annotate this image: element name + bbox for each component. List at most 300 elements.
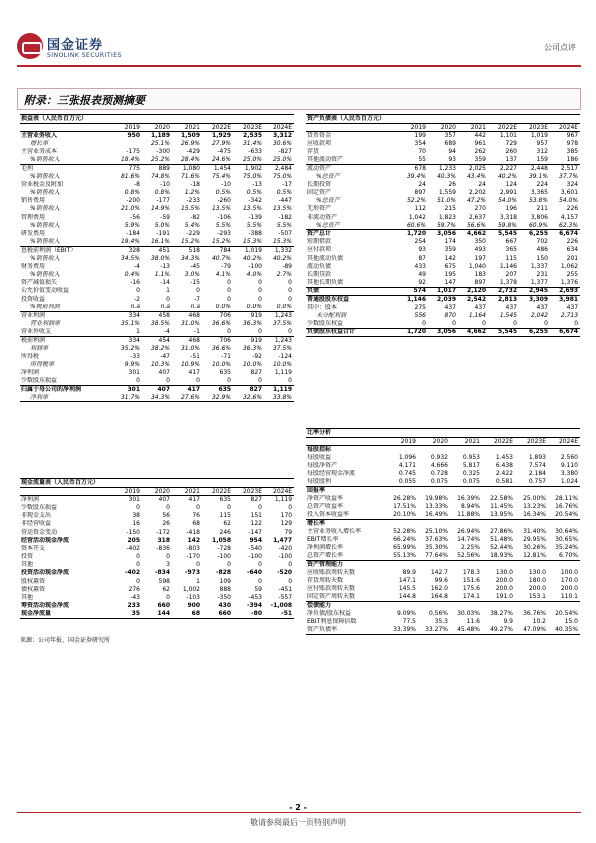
cell-value: 0: [288, 287, 292, 295]
cell-value: 52.28%: [393, 527, 416, 535]
cell-value: 170.0: [560, 576, 578, 584]
cell-value: 2,025: [458, 164, 488, 172]
cell-value: 34.5%: [120, 254, 140, 262]
cell-value: 38.2%: [150, 344, 170, 352]
cell-value: 2,042: [530, 311, 548, 319]
row-label: 其他长期负债: [307, 279, 344, 286]
row-label: %税前利润: [30, 303, 60, 311]
cell-value: 0: [227, 287, 231, 295]
ratios-row: [306, 593, 580, 601]
cell-value: 1,164: [468, 311, 486, 319]
cell-value: 2021: [450, 438, 482, 446]
cell-value: -177: [156, 197, 170, 205]
cell-value: -447: [278, 197, 292, 205]
cell-value: -803: [186, 544, 200, 552]
cell-value: 30.64%: [555, 527, 578, 535]
income-row: [20, 295, 294, 303]
income-row: [20, 271, 294, 279]
row-label: %销售收入: [30, 270, 60, 278]
row-label: 研发费用: [21, 230, 46, 238]
cell-value: 31.4%: [242, 139, 262, 147]
cell-value: -507: [278, 230, 292, 238]
cell-value: [450, 487, 482, 495]
cell-value: 129: [280, 520, 293, 528]
cell-value: 200.0: [528, 584, 546, 592]
cell-value: 556: [414, 311, 426, 319]
cell-value: 667: [505, 238, 517, 246]
cell-value: 1.1%: [154, 270, 170, 278]
cell-value: 255: [566, 270, 579, 278]
income-row: [20, 320, 294, 328]
cell-value: 196: [505, 205, 517, 213]
cell-value: -540: [248, 544, 262, 552]
cell-value: -7: [194, 295, 200, 303]
cell-value: 0: [227, 279, 231, 287]
income-row: [20, 312, 294, 320]
cashflow-row: [20, 610, 294, 618]
row-label: 回报率: [306, 487, 386, 495]
cashflow-row: [20, 553, 294, 561]
balance-row: [306, 197, 580, 205]
cell-value: 2,227: [488, 164, 519, 172]
cell-value: 4,157: [560, 213, 579, 221]
cell-value: 13.5%: [272, 205, 292, 213]
cell-value: 437: [444, 303, 456, 311]
row-label: 每股股利: [307, 478, 332, 486]
cell-value: 5.5%: [215, 221, 231, 229]
cell-value: 10.0%: [272, 361, 292, 369]
cash-flow-table: [20, 478, 294, 619]
cell-value: 21.0%: [120, 205, 140, 213]
cell-value: 4.171: [398, 462, 416, 470]
cell-value: 207: [505, 270, 517, 278]
income-row: [20, 394, 294, 402]
ratios-row: [306, 519, 580, 527]
cell-value: 224: [536, 180, 548, 188]
cell-value: 2,202: [468, 189, 486, 197]
cell-value: 12.81%: [523, 552, 546, 559]
row-label: 经营活动现金净流: [21, 536, 70, 544]
cell-value: 175.6: [462, 584, 480, 592]
cell-value: 17.51%: [393, 503, 416, 511]
cell-value: 31.7%: [112, 394, 142, 402]
row-label: 存货周转天数: [307, 576, 344, 584]
row-label: 短期借款: [307, 238, 332, 246]
income-row: [20, 205, 294, 213]
cell-value: -47: [160, 352, 170, 360]
cell-value: 205: [127, 536, 140, 544]
income-row: [20, 148, 294, 156]
cell-value: 1,902: [233, 164, 264, 172]
cell-value: 1,243: [264, 336, 294, 344]
cell-value: 2019: [386, 438, 418, 446]
cell-value: -139: [248, 213, 262, 221]
cell-value: 28.11%: [555, 494, 578, 502]
cell-value: 350: [474, 238, 486, 246]
cell-value: -388: [248, 230, 262, 238]
row-label: 主营业务收入增长率: [307, 527, 362, 535]
cell-value: 6,255: [519, 328, 550, 336]
cell-value: 493: [474, 246, 486, 254]
cell-value: 201: [566, 254, 579, 262]
cell-value: [482, 560, 515, 568]
row-label: 少数股东权益: [307, 320, 344, 327]
cell-value: 334: [112, 312, 142, 320]
row-label: 管理费用: [21, 213, 46, 221]
cell-value: [450, 601, 482, 609]
cell-value: 151: [250, 512, 262, 520]
cell-value: 62: [162, 585, 170, 593]
cell-value: 0.055: [398, 478, 416, 486]
cell-value: 0: [227, 377, 231, 385]
row-label: 货币资金: [307, 132, 332, 140]
cell-value: 1,002: [182, 585, 200, 593]
cell-value: [418, 519, 450, 527]
cell-value: 635: [202, 386, 233, 394]
cell-value: 5.5%: [246, 221, 262, 229]
cell-value: 40.7%: [211, 254, 231, 262]
cell-value: -51: [190, 352, 200, 360]
balance-sheet-table: [306, 114, 580, 337]
cell-value: 1,376: [560, 279, 579, 286]
cell-value: -260: [217, 197, 231, 205]
cell-value: 25.0%: [272, 156, 292, 164]
cell-value: 0.728: [430, 470, 448, 478]
balance-row: [306, 181, 580, 189]
cell-value: 1: [166, 287, 170, 295]
cell-value: 200.0: [560, 584, 578, 592]
cell-value: 56.6%: [466, 221, 486, 229]
row-label: 营业利润率: [30, 320, 61, 328]
ratios-row: [306, 454, 580, 462]
row-label: 股权募资: [21, 577, 46, 585]
cell-value: -451: [278, 585, 293, 593]
cell-value: -191: [156, 230, 170, 238]
cell-value: -520: [277, 569, 293, 577]
cell-value: 1,019: [530, 132, 548, 140]
cell-value: 174.1: [462, 593, 480, 600]
cell-value: -402: [126, 544, 140, 552]
income-row: [20, 345, 294, 353]
income-statement-table: [20, 114, 294, 402]
cell-value: -13: [160, 262, 170, 270]
cell-value: -51: [264, 610, 294, 618]
balance-row: [306, 295, 580, 303]
disclaimer-link[interactable]: 敬请参阅最后一页特别声明: [250, 818, 346, 827]
income-row: [20, 197, 294, 205]
cell-value: 16.1%: [150, 238, 170, 245]
cell-value: 15.2%: [211, 238, 231, 245]
cell-value: 0: [227, 561, 231, 569]
cell-value: 0: [227, 328, 231, 336]
cell-value: 38: [132, 512, 140, 520]
cell-value: 43.4%: [466, 172, 486, 180]
cell-value: -82: [190, 213, 200, 221]
cell-value: 38.27%: [490, 609, 513, 617]
cell-value: [450, 560, 482, 568]
cell-value: 324: [566, 180, 579, 188]
cell-value: 2.25%: [460, 544, 480, 552]
cell-value: 2021: [172, 488, 202, 496]
cell-value: 1.2%: [184, 189, 200, 197]
row-label: 非流动资产: [307, 213, 338, 221]
cell-value: [515, 519, 548, 527]
cell-value: 0: [136, 287, 140, 295]
cell-value: [386, 601, 418, 609]
cell-value: 25.1%: [150, 139, 170, 147]
row-label: 总资产收益率: [307, 503, 344, 511]
cell-value: 598: [158, 577, 170, 585]
cell-value: 706: [202, 336, 233, 344]
balance-row: [306, 173, 580, 181]
cell-value: 16.49%: [425, 511, 448, 519]
cell-value: 301: [128, 369, 140, 377]
cell-value: 35.3: [434, 617, 448, 625]
cell-value: 888: [219, 585, 231, 593]
cell-value: 37.5%: [272, 344, 292, 352]
cell-value: 40.35%: [548, 626, 580, 634]
cell-value: 51.0%: [436, 197, 456, 205]
cell-value: [386, 519, 418, 527]
cell-value: 0: [136, 503, 140, 511]
cell-value: 1,019: [233, 246, 264, 254]
cell-value: 4.666: [430, 462, 448, 470]
row-label: 净利润增长率: [307, 544, 344, 552]
cell-value: -15: [190, 279, 200, 287]
cell-value: [450, 519, 482, 527]
income-row: [20, 164, 294, 172]
cell-value: -45: [190, 262, 200, 270]
row-label: 息税前利润（EBIT）: [20, 246, 112, 254]
cell-value: -56: [130, 213, 140, 221]
row-label: 少数股东损益: [21, 377, 58, 385]
cell-value: 45.48%: [450, 626, 482, 634]
ratios-row: [306, 528, 580, 536]
cell-value: -4: [134, 262, 140, 270]
cell-value: 919: [233, 312, 264, 320]
cell-value: 660: [157, 602, 170, 610]
cell-value: 1,101: [499, 132, 517, 140]
ratios-row: [306, 446, 580, 454]
row-label: 资产负债率: [306, 626, 386, 634]
cell-value: 430: [218, 602, 231, 610]
cell-value: 2.422: [495, 470, 513, 478]
cell-value: 5.4%: [184, 221, 200, 229]
cell-value: 33.39%: [386, 626, 418, 634]
cell-value: 93: [448, 156, 456, 164]
cell-value: 5.9%: [124, 221, 140, 229]
cell-value: 897: [414, 189, 426, 197]
report-type: 公司点评: [544, 43, 576, 52]
cell-value: n.a: [190, 303, 200, 311]
cell-value: -100: [278, 553, 293, 561]
cell-value: 3.0%: [184, 270, 200, 278]
cell-value: -13: [252, 180, 262, 188]
cell-value: [515, 601, 548, 609]
header-divider: [17, 65, 581, 67]
cell-value: 407: [158, 369, 170, 377]
cell-value: 35.30%: [425, 544, 448, 552]
ratios-row: [306, 569, 580, 577]
cell-value: 26.9%: [180, 139, 200, 147]
cell-value: -350: [217, 594, 231, 602]
cell-value: 0: [136, 553, 140, 561]
cell-value: [450, 446, 482, 454]
balance-row: [306, 312, 580, 320]
cell-value: 37.63%: [425, 535, 448, 543]
cell-value: 1,146: [499, 262, 517, 270]
cell-value: 37.5%: [272, 320, 292, 328]
row-label: 非现金支出: [21, 512, 52, 520]
cell-value: 0: [136, 377, 140, 385]
row-label: 应付账款周转天数: [307, 584, 356, 592]
cell-value: 59.8%: [497, 221, 517, 229]
cashflow-row: [20, 578, 294, 586]
cell-value: 706: [202, 312, 233, 320]
cell-value: [515, 446, 548, 454]
cell-value: 3,981: [550, 295, 580, 303]
cell-value: 1,823: [438, 213, 456, 221]
cell-value: 1,119: [274, 369, 292, 377]
cell-value: 0.0%: [276, 303, 292, 311]
cell-value: 2,542: [458, 295, 488, 303]
cell-value: 109: [219, 577, 231, 585]
cell-value: 318: [157, 536, 170, 544]
cell-value: -200: [126, 197, 140, 205]
row-label: 投资活动现金净流: [21, 569, 70, 577]
cell-value: 54.0%: [497, 197, 517, 205]
cashflow-row: [20, 520, 294, 528]
cell-value: 13.95%: [490, 511, 513, 519]
cell-value: 16.39%: [457, 494, 480, 502]
balance-row: [306, 148, 580, 156]
cell-value: 31.40%: [523, 527, 546, 535]
row-label: 其他流动负债: [307, 254, 344, 262]
row-label: EBIT利息保障倍数: [307, 617, 357, 625]
cell-value: 2019: [112, 488, 142, 496]
cell-value: 124: [505, 180, 517, 188]
cell-value: 0.5%: [215, 189, 231, 197]
cell-value: 94: [448, 148, 456, 156]
balance-row: [306, 320, 580, 328]
cell-value: 81.6%: [120, 172, 140, 180]
cell-value: 30.26%: [523, 544, 546, 552]
cell-value: -103: [186, 594, 200, 602]
cell-value: 34.3%: [180, 254, 200, 262]
cell-value: 2,713: [560, 311, 579, 319]
cell-value: n.a: [160, 303, 170, 311]
row-label: 应收款项: [307, 139, 332, 147]
cell-value: 0.953: [462, 453, 480, 461]
ratios-row: [306, 609, 580, 617]
cell-value: 900: [187, 602, 200, 610]
row-label: 应收账款周转天数: [307, 568, 356, 576]
cell-value: 260: [505, 148, 517, 156]
cell-value: 2,693: [550, 287, 580, 295]
cell-value: 15.3%: [272, 238, 292, 245]
cell-value: 1: [136, 328, 140, 336]
cell-value: 231: [536, 270, 548, 278]
cell-value: 15.2%: [180, 238, 200, 245]
cell-value: 0.075: [462, 478, 480, 486]
row-label: 净利率: [20, 394, 112, 402]
cell-value: 1,477: [273, 536, 293, 544]
cell-value: 0.4%: [124, 270, 140, 278]
cell-value: [548, 601, 580, 609]
cell-value: 1,545: [499, 311, 517, 319]
balance-row: [306, 263, 580, 271]
cell-value: 13.33%: [425, 503, 448, 511]
cell-value: 2.7%: [276, 270, 292, 278]
cell-value: 0: [136, 561, 140, 569]
cell-value: 1.096: [398, 453, 416, 461]
cell-value: 359: [444, 246, 456, 254]
cell-value: 59.7%: [436, 221, 456, 229]
cell-value: 40.2%: [497, 172, 517, 180]
cell-value: 1,720: [398, 328, 428, 336]
cell-value: 25.00%: [523, 494, 546, 502]
row-label: %销售收入: [30, 189, 60, 197]
cell-value: 35.1%: [120, 320, 140, 328]
row-label: 其中：股本: [307, 303, 338, 311]
footer-divider: [17, 812, 581, 813]
cell-value: 634: [566, 246, 579, 254]
cell-value: 5.817: [462, 462, 480, 470]
row-label: 主营业务收入: [21, 132, 58, 140]
row-label: 毛利: [20, 164, 112, 172]
cell-value: [482, 446, 515, 454]
cell-value: 25.10%: [425, 527, 448, 535]
cell-value: 0: [574, 320, 579, 327]
cell-value: -43: [130, 594, 140, 602]
cell-value: -836: [156, 544, 170, 552]
cell-value: [482, 519, 515, 527]
cell-value: 1,509: [181, 132, 200, 140]
cell-value: -33: [130, 352, 140, 360]
cell-value: 26: [448, 180, 456, 188]
cell-value: -293: [217, 230, 231, 238]
cell-value: 36.3%: [242, 344, 262, 352]
cell-value: 36.3%: [242, 320, 262, 328]
cell-value: -10: [160, 180, 170, 188]
cell-value: 55: [418, 156, 426, 164]
cell-value: -728: [217, 544, 231, 552]
cell-value: 0.075: [430, 478, 448, 486]
row-label: 营运资金变动: [21, 528, 58, 536]
cell-value: 0: [452, 320, 456, 327]
cell-value: -342: [248, 197, 262, 205]
cell-value: 417: [188, 496, 200, 504]
cell-value: 89.9: [402, 568, 416, 576]
balance-row: [306, 230, 580, 238]
cell-value: 3,309: [519, 295, 550, 303]
cell-value: [418, 560, 450, 568]
ratios-row: [306, 536, 580, 544]
cell-value: 254: [414, 238, 426, 246]
logo-mark-icon: [17, 33, 43, 59]
cell-value: 301: [128, 496, 140, 504]
row-label: 普通股股东权益: [306, 295, 398, 303]
cell-value: 1,058: [212, 536, 231, 544]
cell-value: 2,637: [468, 213, 486, 221]
cell-value: 0: [196, 503, 200, 511]
cell-value: -79: [221, 262, 231, 270]
income-row: [20, 353, 294, 361]
cell-value: 417: [172, 386, 202, 394]
cell-value: 47.2%: [466, 197, 486, 205]
income-row: [20, 255, 294, 263]
cell-value: -557: [278, 594, 293, 602]
